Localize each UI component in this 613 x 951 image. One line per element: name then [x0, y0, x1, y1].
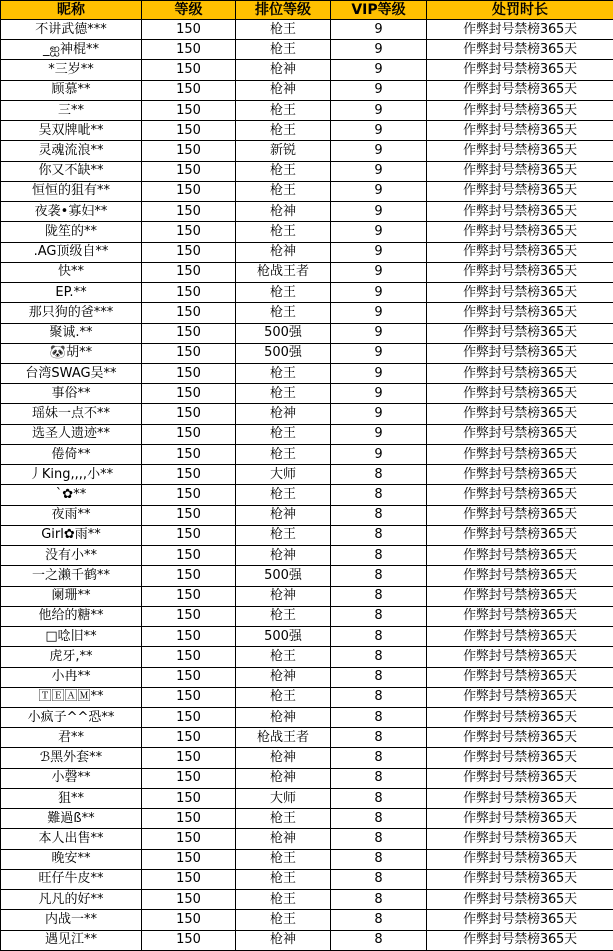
level-cell: 150: [142, 768, 236, 788]
rank-tier-cell: 枪神: [236, 80, 331, 100]
table-row: [1, 748, 613, 768]
vip-level-cell: 9: [331, 303, 427, 323]
nickname-cell: 夜袭•寡妇**: [1, 202, 142, 222]
table-row: [1, 566, 613, 586]
penalty-cell: 作弊封号禁榜365天: [427, 566, 613, 586]
level-cell: 150: [142, 849, 236, 869]
nickname-cell: 小冉**: [1, 667, 142, 687]
vip-level-cell: 9: [331, 202, 427, 222]
vip-level-cell: 8: [331, 788, 427, 808]
nickname-cell: `✿**: [1, 485, 142, 505]
vip-level-cell: 8: [331, 505, 427, 525]
level-cell: 150: [142, 647, 236, 667]
table-row: [1, 141, 613, 161]
penalty-cell: 作弊封号禁榜365天: [427, 262, 613, 282]
vip-level-cell: 8: [331, 586, 427, 606]
table-row: [1, 181, 613, 201]
rank-tier-cell: 500强: [236, 566, 331, 586]
nickname-cell: 🅃🄴🄰🄼**: [1, 687, 142, 707]
rank-tier-cell: 枪神: [236, 404, 331, 424]
penalty-cell: 作弊封号禁榜365天: [427, 20, 613, 40]
rank-tier-cell: 枪王: [236, 283, 331, 303]
level-cell: 150: [142, 181, 236, 201]
nickname-cell: 本人出售**: [1, 829, 142, 849]
level-cell: 150: [142, 80, 236, 100]
vip-level-cell: 8: [331, 728, 427, 748]
rank-tier-cell: 枪神: [236, 242, 331, 262]
level-cell: 150: [142, 485, 236, 505]
rank-tier-cell: 枪战王者: [236, 262, 331, 282]
nickname-cell: 台湾SWAG吴**: [1, 363, 142, 383]
table-row: [1, 485, 613, 505]
nickname-cell: 他给的糖**: [1, 606, 142, 626]
level-cell: 150: [142, 323, 236, 343]
penalty-cell: 作弊封号禁榜365天: [427, 768, 613, 788]
nickname-cell: 你又不缺**: [1, 161, 142, 181]
nickname-cell: 顾慕**: [1, 80, 142, 100]
rank-tier-cell: 枪王: [236, 606, 331, 626]
vip-level-cell: 9: [331, 80, 427, 100]
rank-tier-cell: 枪王: [236, 849, 331, 869]
table-row: [1, 121, 613, 141]
penalty-cell: 作弊封号禁榜365天: [427, 384, 613, 404]
rank-tier-cell: 枪王: [236, 363, 331, 383]
rank-tier-cell: 枪王: [236, 525, 331, 545]
penalty-cell: 作弊封号禁榜365天: [427, 728, 613, 748]
penalty-cell: 作弊封号禁榜365天: [427, 849, 613, 869]
table-row: [1, 525, 613, 545]
level-cell: 150: [142, 242, 236, 262]
penalty-cell: 作弊封号禁榜365天: [427, 748, 613, 768]
level-cell: 150: [142, 262, 236, 282]
nickname-cell: 丿King,,,,小**: [1, 465, 142, 485]
table-row: [1, 546, 613, 566]
vip-level-cell: 9: [331, 161, 427, 181]
penalty-cell: 作弊封号禁榜365天: [427, 222, 613, 242]
penalty-cell: 作弊封号禁榜365天: [427, 40, 613, 60]
nickname-cell: 一之濑千鹤**: [1, 566, 142, 586]
vip-level-cell: 9: [331, 343, 427, 363]
vip-level-cell: 8: [331, 525, 427, 545]
level-cell: 150: [142, 404, 236, 424]
penalty-cell: 作弊封号禁榜365天: [427, 424, 613, 444]
penalty-cell: 作弊封号禁榜365天: [427, 667, 613, 687]
vip-level-cell: 8: [331, 687, 427, 707]
level-cell: 150: [142, 161, 236, 181]
vip-level-cell: 8: [331, 849, 427, 869]
nickname-cell: □唸旧**: [1, 627, 142, 647]
level-cell: 150: [142, 384, 236, 404]
vip-level-cell: 8: [331, 890, 427, 910]
vip-level-cell: 9: [331, 444, 427, 464]
nickname-cell: 聚诚.**: [1, 323, 142, 343]
vip-level-cell: 9: [331, 242, 427, 262]
rank-tier-cell: 枪王: [236, 444, 331, 464]
table-row: [1, 202, 613, 222]
penalty-cell: 作弊封号禁榜365天: [427, 627, 613, 647]
level-cell: 150: [142, 222, 236, 242]
level-cell: 150: [142, 20, 236, 40]
nickname-cell: 不讲武德***: [1, 20, 142, 40]
penalty-cell: 作弊封号禁榜365天: [427, 181, 613, 201]
level-cell: 150: [142, 60, 236, 80]
nickname-cell: 狙**: [1, 788, 142, 808]
level-cell: 150: [142, 121, 236, 141]
table-row: [1, 707, 613, 727]
table-row: [1, 60, 613, 80]
rank-tier-cell: 枪神: [236, 667, 331, 687]
nickname-cell: EP.**: [1, 283, 142, 303]
nickname-cell: .AG顶级自**: [1, 242, 142, 262]
penalty-cell: 作弊封号禁榜365天: [427, 930, 613, 950]
vip-level-cell: 8: [331, 910, 427, 930]
rank-tier-cell: 500强: [236, 323, 331, 343]
header-vip-level: VIP等级: [331, 1, 427, 20]
level-cell: 150: [142, 363, 236, 383]
rank-tier-cell: 枪王: [236, 222, 331, 242]
table-row: [1, 586, 613, 606]
header-level: 等级: [142, 1, 236, 20]
table-row: [1, 323, 613, 343]
penalty-cell: 作弊封号禁榜365天: [427, 546, 613, 566]
rank-tier-cell: 枪神: [236, 60, 331, 80]
level-cell: 150: [142, 627, 236, 647]
rank-tier-cell: 枪王: [236, 121, 331, 141]
level-cell: 150: [142, 303, 236, 323]
rank-tier-cell: 枪战王者: [236, 728, 331, 748]
vip-level-cell: 8: [331, 748, 427, 768]
rank-tier-cell: 枪神: [236, 586, 331, 606]
vip-level-cell: 8: [331, 465, 427, 485]
nickname-cell: Girl✿雨**: [1, 525, 142, 545]
penalty-cell: 作弊封号禁榜365天: [427, 161, 613, 181]
rank-tier-cell: 枪王: [236, 40, 331, 60]
nickname-cell: 阑珊**: [1, 586, 142, 606]
rank-tier-cell: 枪神: [236, 505, 331, 525]
level-cell: 150: [142, 869, 236, 889]
table-row: [1, 667, 613, 687]
nickname-cell: 快**: [1, 262, 142, 282]
rank-tier-cell: 枪王: [236, 647, 331, 667]
nickname-cell: 灵魂流浪**: [1, 141, 142, 161]
penalty-cell: 作弊封号禁榜365天: [427, 485, 613, 505]
level-cell: 150: [142, 202, 236, 222]
rank-tier-cell: 枪王: [236, 910, 331, 930]
table-row: [1, 80, 613, 100]
rank-tier-cell: 枪王: [236, 384, 331, 404]
nickname-cell: 那只狗的爸***: [1, 303, 142, 323]
level-cell: 150: [142, 606, 236, 626]
vip-level-cell: 8: [331, 627, 427, 647]
penalty-cell: 作弊封号禁榜365天: [427, 525, 613, 545]
nickname-cell: 小磬**: [1, 768, 142, 788]
vip-level-cell: 9: [331, 100, 427, 120]
rank-tier-cell: 枪王: [236, 303, 331, 323]
table-row: [1, 222, 613, 242]
table-row: [1, 363, 613, 383]
nickname-cell: 恒恒的狙有**: [1, 181, 142, 201]
rank-tier-cell: 枪神: [236, 546, 331, 566]
penalty-cell: 作弊封号禁榜365天: [427, 242, 613, 262]
rank-tier-cell: 枪神: [236, 768, 331, 788]
vip-level-cell: 8: [331, 667, 427, 687]
level-cell: 150: [142, 100, 236, 120]
nickname-cell: 没有小**: [1, 546, 142, 566]
level-cell: 150: [142, 444, 236, 464]
table-row: [1, 930, 613, 950]
level-cell: 150: [142, 546, 236, 566]
level-cell: 150: [142, 728, 236, 748]
vip-level-cell: 9: [331, 262, 427, 282]
penalty-cell: 作弊封号禁榜365天: [427, 647, 613, 667]
rank-tier-cell: 枪神: [236, 748, 331, 768]
nickname-cell: 🐼胡**: [1, 343, 142, 363]
vip-level-cell: 9: [331, 60, 427, 80]
nickname-cell: 小疯子^^恐**: [1, 707, 142, 727]
table-row: [1, 283, 613, 303]
level-cell: 150: [142, 788, 236, 808]
table-row: [1, 647, 613, 667]
level-cell: 150: [142, 424, 236, 444]
table-row: [1, 829, 613, 849]
rank-tier-cell: 枪神: [236, 930, 331, 950]
table-row: [1, 687, 613, 707]
penalty-cell: 作弊封号禁榜365天: [427, 283, 613, 303]
level-cell: 150: [142, 687, 236, 707]
vip-level-cell: 8: [331, 809, 427, 829]
penalty-cell: 作弊封号禁榜365天: [427, 100, 613, 120]
rank-tier-cell: 枪王: [236, 161, 331, 181]
penalty-cell: 作弊封号禁榜365天: [427, 323, 613, 343]
rank-tier-cell: 大师: [236, 465, 331, 485]
nickname-cell: 倦倚**: [1, 444, 142, 464]
penalty-cell: 作弊封号禁榜365天: [427, 687, 613, 707]
level-cell: 150: [142, 890, 236, 910]
penalty-cell: 作弊封号禁榜365天: [427, 80, 613, 100]
table-row: [1, 768, 613, 788]
vip-level-cell: 8: [331, 566, 427, 586]
penalty-cell: 作弊封号禁榜365天: [427, 890, 613, 910]
penalty-cell: 作弊封号禁榜365天: [427, 829, 613, 849]
penalty-cell: 作弊封号禁榜365天: [427, 404, 613, 424]
penalty-cell: 作弊封号禁榜365天: [427, 586, 613, 606]
penalty-cell: 作弊封号禁榜365天: [427, 202, 613, 222]
vip-level-cell: 8: [331, 930, 427, 950]
vip-level-cell: 8: [331, 707, 427, 727]
rank-tier-cell: 枪神: [236, 202, 331, 222]
vip-level-cell: 8: [331, 768, 427, 788]
rank-tier-cell: 枪王: [236, 869, 331, 889]
nickname-cell: 君**: [1, 728, 142, 748]
level-cell: 150: [142, 40, 236, 60]
rank-tier-cell: 枪王: [236, 485, 331, 505]
level-cell: 150: [142, 748, 236, 768]
table-row: [1, 869, 613, 889]
table-body: [1, 20, 613, 951]
table-row: [1, 424, 613, 444]
level-cell: 150: [142, 829, 236, 849]
vip-level-cell: 9: [331, 181, 427, 201]
penalty-cell: 作弊封号禁榜365天: [427, 343, 613, 363]
level-cell: 150: [142, 667, 236, 687]
level-cell: 150: [142, 343, 236, 363]
table-row: [1, 809, 613, 829]
table-row: [1, 910, 613, 930]
vip-level-cell: 9: [331, 323, 427, 343]
vip-level-cell: 9: [331, 222, 427, 242]
rank-tier-cell: 枪王: [236, 890, 331, 910]
rank-tier-cell: 新锐: [236, 141, 331, 161]
nickname-cell: 遇见江**: [1, 930, 142, 950]
table-row: [1, 627, 613, 647]
vip-level-cell: 8: [331, 546, 427, 566]
table-row: [1, 40, 613, 60]
penalty-cell: 作弊封号禁榜365天: [427, 303, 613, 323]
vip-level-cell: 9: [331, 424, 427, 444]
vip-level-cell: 8: [331, 829, 427, 849]
vip-level-cell: 9: [331, 20, 427, 40]
table-row: [1, 343, 613, 363]
table-row: [1, 788, 613, 808]
penalty-cell: 作弊封号禁榜365天: [427, 809, 613, 829]
vip-level-cell: 8: [331, 869, 427, 889]
nickname-cell: _ஐ神棍**: [1, 40, 142, 60]
table-row: [1, 242, 613, 262]
vip-level-cell: 9: [331, 404, 427, 424]
penalty-cell: 作弊封号禁榜365天: [427, 121, 613, 141]
vip-level-cell: 9: [331, 40, 427, 60]
nickname-cell: 事俗**: [1, 384, 142, 404]
rank-tier-cell: 枪王: [236, 20, 331, 40]
level-cell: 150: [142, 283, 236, 303]
table-row: [1, 262, 613, 282]
rank-tier-cell: 枪王: [236, 809, 331, 829]
vip-level-cell: 9: [331, 384, 427, 404]
table-row: [1, 890, 613, 910]
penalty-cell: 作弊封号禁榜365天: [427, 141, 613, 161]
table-row: [1, 606, 613, 626]
level-cell: 150: [142, 809, 236, 829]
level-cell: 150: [142, 707, 236, 727]
vip-level-cell: 8: [331, 647, 427, 667]
level-cell: 150: [142, 586, 236, 606]
nickname-cell: 吴双牌呲**: [1, 121, 142, 141]
table-row: [1, 849, 613, 869]
penalty-cell: 作弊封号禁榜365天: [427, 505, 613, 525]
nickname-cell: 晚安**: [1, 849, 142, 869]
table-row: [1, 20, 613, 40]
rank-tier-cell: 枪王: [236, 181, 331, 201]
penalty-cell: 作弊封号禁榜365天: [427, 60, 613, 80]
level-cell: 150: [142, 910, 236, 930]
table-row: [1, 161, 613, 181]
rank-tier-cell: 枪王: [236, 687, 331, 707]
table-row: [1, 505, 613, 525]
rank-tier-cell: 枪王: [236, 424, 331, 444]
nickname-cell: 三**: [1, 100, 142, 120]
table-row: [1, 465, 613, 485]
level-cell: 150: [142, 505, 236, 525]
table-row: [1, 444, 613, 464]
nickname-cell: 夜雨**: [1, 505, 142, 525]
level-cell: 150: [142, 465, 236, 485]
rank-tier-cell: 500强: [236, 343, 331, 363]
header-row: [1, 1, 613, 20]
vip-level-cell: 9: [331, 141, 427, 161]
nickname-cell: 虎牙,**: [1, 647, 142, 667]
vip-level-cell: 9: [331, 121, 427, 141]
level-cell: 150: [142, 141, 236, 161]
vip-level-cell: 9: [331, 363, 427, 383]
vip-level-cell: 8: [331, 606, 427, 626]
table-row: [1, 303, 613, 323]
penalty-cell: 作弊封号禁榜365天: [427, 788, 613, 808]
penalty-cell: 作弊封号禁榜365天: [427, 465, 613, 485]
nickname-cell: 内战一**: [1, 910, 142, 930]
header-penalty-duration: 处罚时长: [427, 1, 613, 20]
rank-tier-cell: 枪神: [236, 707, 331, 727]
penalty-cell: 作弊封号禁榜365天: [427, 363, 613, 383]
table-row: [1, 404, 613, 424]
penalty-cell: 作弊封号禁榜365天: [427, 869, 613, 889]
nickname-cell: 旺仔牛皮**: [1, 869, 142, 889]
penalty-cell: 作弊封号禁榜365天: [427, 444, 613, 464]
penalty-cell: 作弊封号禁榜365天: [427, 707, 613, 727]
level-cell: 150: [142, 525, 236, 545]
nickname-cell: 选圣人遗迹**: [1, 424, 142, 444]
rank-tier-cell: 枪神: [236, 829, 331, 849]
table-row: [1, 384, 613, 404]
penalty-cell: 作弊封号禁榜365天: [427, 910, 613, 930]
rank-tier-cell: 500强: [236, 627, 331, 647]
nickname-cell: 凡凡的好**: [1, 890, 142, 910]
nickname-cell: *三岁**: [1, 60, 142, 80]
nickname-cell: 難過ß**: [1, 809, 142, 829]
nickname-cell: 瑶妹一点不**: [1, 404, 142, 424]
header-rank-tier: 排位等级: [236, 1, 331, 20]
penalty-cell: 作弊封号禁榜365天: [427, 606, 613, 626]
nickname-cell: 陇笙的**: [1, 222, 142, 242]
rank-tier-cell: 大师: [236, 788, 331, 808]
level-cell: 150: [142, 566, 236, 586]
vip-level-cell: 8: [331, 485, 427, 505]
rank-tier-cell: 枪王: [236, 100, 331, 120]
table-row: [1, 100, 613, 120]
header-nickname: 昵称: [1, 1, 142, 20]
level-cell: 150: [142, 930, 236, 950]
nickname-cell: ℬ黑外套**: [1, 748, 142, 768]
vip-level-cell: 9: [331, 283, 427, 303]
table-row: [1, 728, 613, 748]
